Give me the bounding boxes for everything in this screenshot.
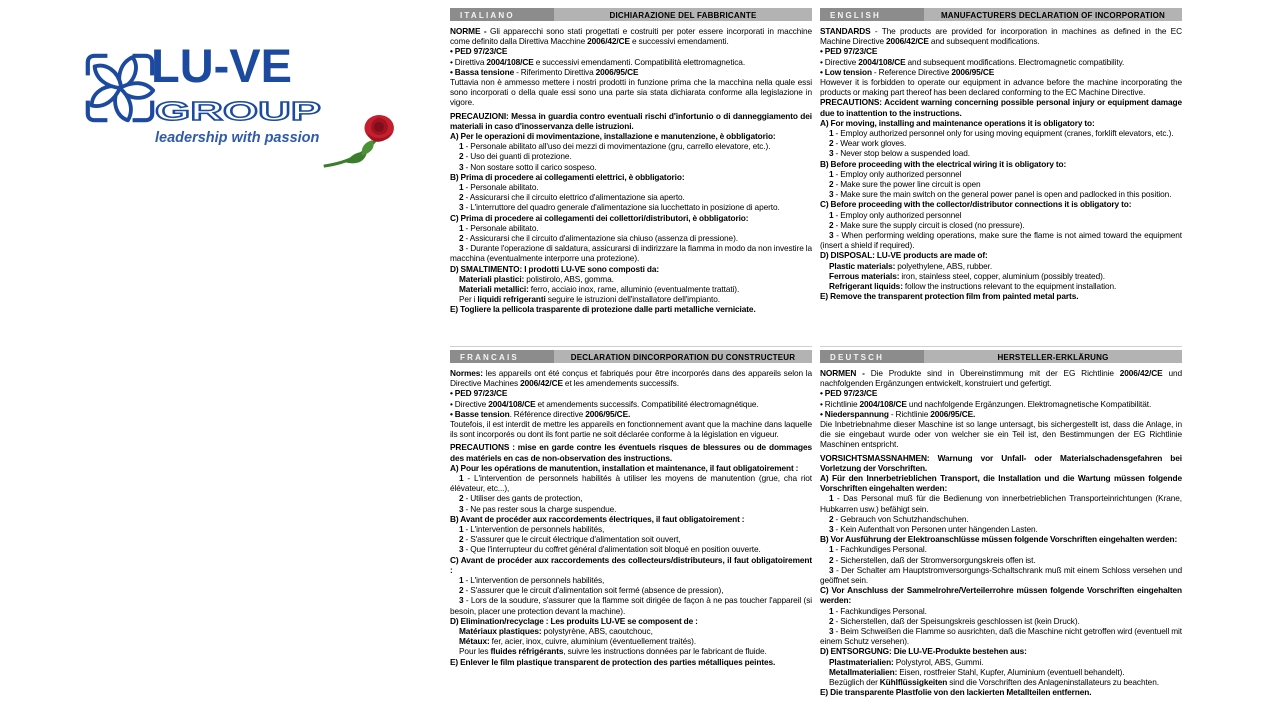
text-block: Materiali metallici: ferro, acciaio inox, rame, alluminio (eventualmente trattati). [459,284,740,295]
text-block: • PED 97/23/CE [450,388,508,399]
text-block: 1 - Employ authorized personnel only for using moving equipment (cranes, forklift elevators, etc.). [829,128,1174,139]
text-block: • Richtlinie 2004/108/CE und nachfolgende Ergänzungen. Elektromagnetische Kompatibilität. [820,398,1152,409]
fan-impeller-icon [85,42,155,134]
text-block: E) Die transparente Plastfolie von den lackierten Metallteilen entfernen. [820,687,1092,698]
text-block: STANDARDS - The products are provided for incorporation in machines as defined in the EC Machine Directive 2006/42/CE and subsequent modifications. [820,26,1182,47]
text-block: • Directive 2004/108/CE et amendements successifs. Compatibilité électromagnétique. [450,398,759,409]
text-block: • Niederspannung - Richtlinie 2006/95/CE. [820,408,976,419]
section-title: MANUFACTURERS DECLARATION OF INCORPORATION [924,8,1182,21]
text-block: Matériaux plastiques: polystyrène, ABS, caoutchouc, [459,626,653,637]
text-block: 1 - Personale abilitato all'uso dei mezzi di movimentazione (gru, carrello elevatore, etc.). [459,141,771,152]
section-language-label: DEUTSCH [820,350,924,363]
text-block: D) ENTSORGUNG: Die LU-VE-Produkte bestehen aus: [820,646,1027,657]
text-block: • Directive 2004/108/CE and subsequent modifications. Electromagnetic compatibility. [820,56,1125,67]
text-block: 1 - L'intervention de personnels habilités à utiliser les moyens de manutention (grue, cha riot élévateur, etc...), [450,473,812,494]
text-block: 3 - Never stop below a suspended load. [829,148,971,159]
text-block: E) Remove the transparent protection film from painted metal parts. [820,291,1079,302]
text-block: C) Before proceeding with the collector/distributor connections it is obligatory to: [820,199,1132,210]
text-block: PRECAUTIONS: Accident warning concerning possible personal injury or equipment damage due to inattention to the instructions. [820,97,1182,118]
text-block: Pour les fluides réfrigérants, suivre les instructions données par le fabricant de fluide. [459,646,767,657]
text-block: 2 - S'assurer que le circuit d'alimentation soit fermé (absence de pression), [459,585,724,596]
section-header-english [820,8,1182,21]
text-block: Tuttavia non è ammesso mettere i nostri prodotti in funzione prima che la macchina nella quale essi sono incorporati o della quale essi sono una parte sia stata dichiarata conforme alla legislazione in vigore. [450,77,812,108]
text-block: 3 - L'interruttore del quadro generale d'alimentazione sia lucchettato in posizione di aperto. [459,202,780,213]
text-block: Toutefois, il est interdit de mettre les appareils en fonctionnement avant que la machine dans laquelle ils sont incorporés ou dont ils font partie ne soit déclarée conforme à la législation en vigueur. [450,419,812,440]
text-block: • PED 97/23/CE [820,46,878,57]
text-block: PRECAUTIONS : mise en garde contre les éventuels risques de blessures ou de dommages des matériels en cas de non-observation des instructions. [450,442,812,463]
text-block: B) Prima di procedere ai collegamenti elettrici, è obbligatorio: [450,171,685,182]
text-block: 1 - Employ only authorized personnel [829,209,962,220]
section-language-label: ENGLISH [820,8,924,21]
logo-tagline: leadership with passion [155,130,320,146]
text-block: 2 - Make sure the power line circuit is open [829,179,981,190]
logo-group-wordmark [153,96,329,126]
text-block: C) Prima di procedere ai collegamenti dei collettori/distributori, è obbligatorio: [450,212,749,223]
section-language-label: ITALIANO [450,8,554,21]
rose-bloom [364,115,393,142]
section-header-italiano [450,8,812,21]
text-block: 3 - Lors de la soudure, s'assurer que la flamme soit dirigée de façon à ne pas toucher l'appareil (si besoin, placer une protection devant la machine). [450,595,812,616]
text-block: NORME - Gli apparecchi sono stati progettati e costruiti per poter essere incorporati in macchine come definito dalla Direttiva Macchine 2006/42/CE e successivi emendamenti. [450,26,812,47]
text-block: B) Vor Ausführung der Elektroanschlüsse müssen folgende Vorschriften eingehalten werden: [820,534,1178,545]
divider [450,346,812,347]
text-block: 1 - L'intervention de personnels habilités, [459,575,605,586]
text-block: D) DISPOSAL: LU-VE products are made of: [820,250,988,261]
text-block: 3 - When performing welding operations, make sure the flame is not aimed toward the equipment (insert a shield if required). [820,230,1182,251]
text-block: C) Vor Anschluss der Sammelrohre/Verteilerrohre müssen folgende Vorschriften eingehalten werden: [820,585,1182,606]
text-block: Ferrous materials: iron, stainless steel, copper, aluminium (possibly treated). [829,270,1105,281]
section-deutsch [820,350,1182,698]
luve-logo [85,38,395,168]
section-title: HERSTELLER-ERKLÄRUNG [924,350,1182,363]
section-italiano [450,8,812,315]
section-header-francais [450,350,812,363]
text-block: 2 - Assicurarsi che il circuito d'alimentazione sia chiuso (assenza di pressione). [459,233,738,244]
text-block: Per i liquidi refrigeranti seguire le istruzioni dell'installatore dell'impianto. [459,294,720,305]
text-block: 3 - Que l'interrupteur du coffret général d'alimentation soit bloqué en position ouverte. [459,544,761,555]
text-block: • PED 97/23/CE [450,46,508,57]
text-block: 3 - Non sostare sotto il carico sospeso. [459,161,597,172]
logo-group-text: GROUP [155,96,321,126]
text-block: Metallmaterialien: Eisen, rostfreier Stahl, Kupfer, Aluminium (eventuell behandelt). [829,666,1125,677]
text-block: However it is forbidden to operate our equipment in advance before the machine incorporating the products or making part thereof has been declared conforming to the EC Machine Directive. [820,77,1182,98]
text-block: 3 - Kein Aufenthalt von Personen unter hängenden Lasten. [829,524,1038,535]
text-block: D) Elimination/recyclage : Les produits LU-VE se composent de : [450,615,698,626]
text-block: 2 - Assicurarsi che il circuito elettrico d'alimentazione sia aperto. [459,192,685,203]
text-block: 2 - Uso dei guanti di protezione. [459,151,572,162]
text-block: B) Avant de procéder aux raccordements électriques, il faut obligatoirement : [450,513,745,524]
section-title: DECLARATION DINCORPORATION DU CONSTRUCTEUR [554,350,812,363]
text-block: E) Togliere la pellicola trasparente di protezione dalle parti metalliche verniciate. [450,304,756,315]
text-block: Plastic materials: polyethylene, ABS, rubber. [829,260,993,271]
text-block: Materiali plastici: polistirolo, ABS, gomma. [459,273,614,284]
section-header-deutsch [820,350,1182,363]
text-block: B) Before proceeding with the electrical wiring it is obligatory to: [820,158,1067,169]
text-block: Normes: les appareils ont été conçus et fabriqués pour être incorporés dans des appareils selon la Directive Machines 2006/42/CE et les amendements successifs. [450,368,812,389]
text-block: • Low tension - Reference Directive 2006/95/CE [820,66,995,77]
text-block: 1 - Personale abilitato. [459,182,539,193]
text-block: Bezüglich der Kühlflüssigkeiten sind die Vorschriften des Anlageninstallateurs zu beachten. [829,677,1159,688]
logo-brand-text: LU-VE [151,39,292,92]
text-block: 1 - Das Personal muß für die Bedienung von innerbetrieblichen Transporteinrichtungen (Krane, Hubkarren usw.) befähigt sein. [820,493,1182,514]
text-block: VORSICHTSMASSNAHMEN: Warnung vor Unfall- oder Materialschadensgefahren bei Vorletzung der Vorschriften. [820,452,1182,473]
text-block: D) SMALTIMENTO: I prodotti LU-VE sono composti da: [450,263,659,274]
text-block: Métaux: fer, acier, inox, cuivre, aluminium (éventuellement traités). [459,636,697,647]
text-block: A) Per le operazioni di movimentazione, installazione e manutenzione, è obbligatorio: [450,131,776,142]
text-block: 2 - Sicherstellen, daß der Speisungskreis geschlossen ist (kein Druck). [829,615,1080,626]
text-block: • PED 97/23/CE [820,388,878,399]
text-block: C) Avant de procéder aux raccordements des collecteurs/distributeurs, il faut obligatoirement : [450,554,812,575]
text-block: 2 - Sicherstellen, daß der Stromversorgungskreis offen ist. [829,554,1036,565]
text-block: 1 - Fachkundiges Personal. [829,544,927,555]
text-block: Die Inbetriebnahme dieser Maschine ist so lange untersagt, bis sichergestellt ist, dass die Anlage, in die sie eingebaut wurde oder von welcher sie ein Teil ist, den Bestimmungen der EG Richtlinie Maschinen entspricht. [820,419,1182,450]
text-block: 3 - Durante l'operazione di saldatura, assicurarsi di indirizzare la fiamma in modo da non investire la macchina (eventualmente interporre una protezione). [450,243,812,264]
text-block: 2 - Utiliser des gants de protection, [459,493,583,504]
fan-blades [89,57,154,122]
text-block: • Direttiva 2004/108/CE e successivi emendamenti. Compatibilità elettromagnetica. [450,56,746,67]
text-block: A) Für den Innerbetrieblichen Transport, die Installation und die Wartung müssen folgende Vorschriften eingehalten werden: [820,473,1182,494]
text-block: Plastmaterialien: Polystyrol, ABS, Gummi. [829,656,984,667]
section-language-label: FRANCAIS [450,350,554,363]
text-block: 2 - S'assurer que le circuit électrique d'alimentation soit ouvert, [459,534,681,545]
text-block: 3 - Der Schalter am Hauptstromversorgungs-Schaltschrank muß mit einem Schloss versehen und geöffnet sein. [820,564,1182,586]
rose-icon [322,110,400,172]
text-block: 3 - Beim Schweißen die Flamme so ausrichten, daß die Maschine nicht getroffen wird (eventuell mit einem Schutz versehen). [820,626,1182,647]
text-block: 1 - Fachkundiges Personal. [829,605,927,616]
text-block: E) Enlever le film plastique transparent de protection des parties métalliques peintes. [450,656,776,667]
section-english [820,8,1182,301]
text-block: 1 - L'intervention de personnels habilités, [459,524,605,535]
text-block: A) Pour les opérations de manutention, installation et maintenance, il faut obligatoirement : [450,462,799,473]
text-block: • Basse tension. Référence directive 2006/95/CE. [450,408,631,419]
text-block: Refrigerant liquids: follow the instructions relevant to the equipment installation. [829,281,1117,292]
section-francais [450,350,812,667]
text-block: 3 - Make sure the main switch on the general power panel is open and padlocked in this position. [829,189,1172,200]
text-block: 2 - Wear work gloves. [829,138,907,149]
text-block: • Bassa tensione - Riferimento Direttiva 2006/95/CE [450,66,639,77]
rose-leaf-2 [362,140,374,156]
divider [820,346,1182,347]
text-block: NORMEN - Die Produkte sind in Übereinstimmung mit der EG Richtlinie 2006/42/CE und nachfolgenden Ergänzungen entwickelt, konstruiert und gefertigt. [820,368,1182,389]
text-block: 3 - Ne pas rester sous la charge suspendue. [459,503,617,514]
text-block: A) For moving, installing and maintenance operations it is obligatory to: [820,117,1095,128]
text-block: 1 - Personale abilitato. [459,222,539,233]
text-block: 2 - Gebrauch von Schutzhandschuhen. [829,513,969,524]
text-block: PRECAUZIONI: Messa in guardia contro eventuali rischi d'infortunio o di danneggiamento dei materiali in caso d'inosservanza delle istruzioni. [450,110,812,131]
text-block: 2 - Make sure the supply circuit is closed (no pressure). [829,219,1025,230]
text-block: 1 - Employ only authorized personnel [829,168,962,179]
section-title: DICHIARAZIONE DEL FABBRICANTE [554,8,812,21]
